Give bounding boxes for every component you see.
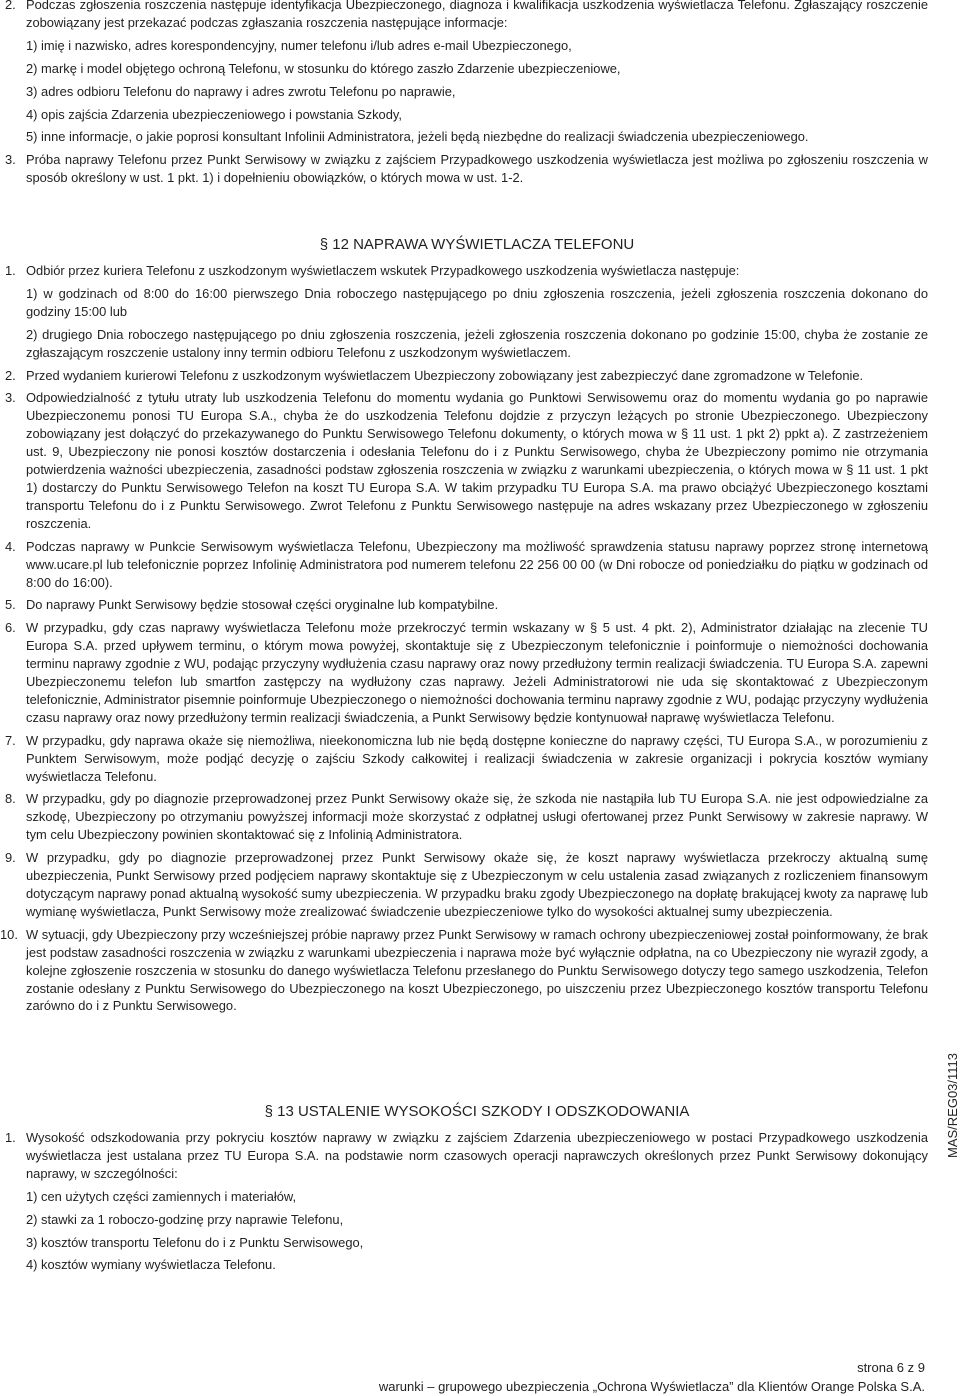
section-13 [0, 1103, 928, 1274]
section-heading: § 13 USTALENIE WYSOKOŚCI SZKODY I ODSZKODOWANIA [264, 1103, 690, 1120]
sub-item: 4) kosztów wymiany wyświetlacza Telefonu. [26, 1257, 276, 1273]
item-text: Odbiór przez kuriera Telefonu z uszkodzonym wyświetlaczem wskutek Przypadkowego uszkodzenia wyświetlacza następuje: [26, 263, 740, 278]
item-number: 7. [5, 732, 16, 748]
section-12 [0, 236, 928, 1015]
sub-item: 1) cen użytych części zamiennych i materiałów, [26, 1188, 297, 1204]
page-number: strona 6 z 9 [857, 1360, 925, 1375]
sub-item: 2) drugiego Dnia roboczego następującego po dniu zgłoszenia roszczenia, jeżeli zgłoszenia roszczenia dokonano po godzinie 15:00, chyba że zostanie ze zgłaszającym roszczenie ustalony inny termin odbioru Telefonu z uszkodzonym wyświetlaczem. [26, 326, 928, 360]
item-text: W przypadku, gdy po diagnozie przeprowadzonej przez Punkt Serwisowy okaże się, że szkoda nie nastąpiła lub TU Europa S.A. nie jest odpowiedzialne za szkodę, Ubezpieczony po otrzymaniu powyższej informacji może skorzystać z odpłatnej usługi ofertowanej przez Punkt Serwisowy w zakresie naprawy. W tym celu Ubezpieczony powinien skontaktować się z Infolinią Administratora. [26, 791, 928, 843]
item-text: W przypadku, gdy po diagnozie przeprowadzonej przez Punkt Serwisowy okaże się, że koszt naprawy wyświetlacza przekroczy aktualną sumę ubezpieczenia, Punkt Serwisowy przed podjęciem naprawy skontaktuje się z Ubezpieczonym w celu ustalenia zasad związanych z rozliczeniem finansowym dotyczącym naprawy ponad aktualną wysokość sumy ubezpieczenia. W przypadku braku zgody Ubezpieczonego na dopłatę brakującej kwoty za naprawę lub wymianę wyświetlacza, Punkt Serwisowy może zrealizować świadczenie ubezpieczeniowe tylko do wysokości aktualnej sumy ubezpieczenia. [26, 850, 928, 919]
item-text: Podczas zgłoszenia roszczenia następuje identyfikacja Ubezpieczonego, diagnoza i kwalifikacja uszkodzenia wyświetlacza Telefonu. Zgłaszający roszczenie zobowiązany jest przekazać podczas zgłaszania roszczenia następujące informacje: [26, 0, 928, 30]
item-text: Wysokość odszkodowania przy pokryciu kosztów naprawy w związku z zajściem Zdarzenia ubezpieczeniowego w postaci Przypadkowego uszkodzenia wyświetlacza jest ustalana przez TU Europa S.A. na podstawie norm czasowych operacji naprawczych określonych przez Punkt Serwisowy dokonujący naprawy, w szczególności: [26, 1130, 928, 1181]
list-item [0, 1129, 928, 1183]
item-number: 2. [5, 0, 16, 12]
footer-title: warunki – grupowego ubezpieczenia „Ochrona Wyświetlacza” dla Klientów Orange Polska S.A. [378, 1379, 925, 1394]
list-item [0, 367, 928, 385]
list-item [0, 596, 928, 614]
list-item [0, 262, 928, 280]
item-number: 9. [5, 850, 16, 866]
sub-item: 1) imię i nazwisko, adres korespondencyjny, numer telefonu i/lub adres e-mail Ubezpieczonego, [26, 37, 572, 53]
item-text: Do naprawy Punkt Serwisowy będzie stosował części oryginalne lub kompatybilne. [26, 597, 499, 613]
item-text: W sytuacji, gdy Ubezpieczony przy wcześniejszej próbie naprawy przez Punkt Serwisowy w ramach ochrony ubezpieczeniowej został poinformowany, że brak jest podstaw zasadności roszczenia w związku z warunkami ubezpieczenia i naprawa może być wyłącznie odpłatna, na co Ubezpieczony nie wyraził zgody, a kolejne zgłoszenie roszczenia w stosunku do danego wyświetlacza Telefonu przesłanego do Punktu Serwisowego dotyczy tego samego uszkodzenia, Telefon zostanie odesłany z Punktu Serwisowego do Ubezpieczonego na koszt Ubezpieczonego, po uiszczeniu przez Ubezpieczonego kosztów transportu Telefonu zarówno do i z Punktu Serwisowego. [26, 926, 928, 1014]
item-number: 8. [5, 791, 16, 807]
item-number: 1. [5, 1130, 16, 1145]
section-heading: § 12 NAPRAWA WYŚWIETLACZA TELEFONU [319, 236, 635, 253]
list-item [0, 619, 928, 726]
list-item [0, 849, 928, 921]
top-section [0, 0, 928, 187]
item-text: W przypadku, gdy czas naprawy wyświetlacza Telefonu może przekroczyć termin wskazany w § 5 ust. 4 pkt. 2), Administrator działając na zlecenie TU Europa S.A. przed upływem terminu, o którym mowa powyżej, skontaktuje się z Ubezpieczonym telefonicznie i poinformuje o niemożności dochowania terminu naprawy zgodnie z WU, podając przyczyny wydłużenia czasu naprawy oraz nowy przedłużony termin realizacji świadczenia. TU Europa S.A. zapewni Ubezpieczonemu telefon lub smartfon zastępczy na wydłużony czas naprawy. Jeżeli Administratorowi nie uda się skontaktować z Ubezpieczonym telefonicznie, Administrator pisemnie poinformuje Ubezpieczonego o niemożności dochowania terminu naprawy zgodnie z WU, podając przyczyny wydłużenia czasu naprawy oraz nowy przedłużony termin realizacji świadczenia, a Punkt Serwisowy będzie kontynuował naprawę wyświetlacza Telefonu. [26, 620, 928, 725]
item-text: W przypadku, gdy naprawa okaże się niemożliwa, nieekonomiczna lub nie będą dostępne konieczne do naprawy części, TU Europa S.A., w porozumieniu z Punktem Serwisowym, może podjąć decyzję o zajściu Szkody całkowitej i realizacji świadczenia w zakresie organizacji i pokrycia kosztów wymiany wyświetlacza Telefonu. [26, 732, 928, 784]
item-number: 3. [5, 152, 16, 168]
sub-item: 3) kosztów transportu Telefonu do i z Punktu Serwisowego, [26, 1234, 364, 1250]
list-item [0, 151, 928, 187]
item-text: Próba naprawy Telefonu przez Punkt Serwisowy w związku z zajściem Przypadkowego uszkodzenia wyświetlacza jest możliwa po zgłoszeniu roszczenia w sposób określony w ust. 1 pkt. 1) i dopełnieniu obowiązków, o których mowa w ust. 1-2. [26, 152, 928, 186]
sub-item: 2) stawki za 1 roboczo-godzinę przy naprawie Telefonu, [26, 1211, 344, 1227]
item-number: 3. [5, 390, 16, 406]
list-item [0, 0, 928, 32]
sub-item: 1) w godzinach od 8:00 do 16:00 pierwszego Dnia roboczego następującego po dniu zgłoszenia roszczenia, jeżeli zgłoszenia roszczenia dokonano do godziny 15:00 lub [26, 285, 928, 319]
item-number: 2. [5, 367, 16, 383]
sub-item: 3) adres odbioru Telefonu do naprawy i adres zwrotu Telefonu po naprawie, [26, 83, 456, 99]
sub-item: 5) inne informacje, o jakie poprosi konsultant Infolinii Administratora, jeżeli będą niezbędne do realizacji świadczenia ubezpieczeniowego. [26, 129, 809, 145]
list-item [0, 389, 928, 532]
list-item [0, 732, 928, 786]
list-item [0, 790, 928, 844]
item-number: 4. [5, 538, 16, 554]
list-item [0, 926, 928, 1016]
item-number: 1. [5, 263, 16, 278]
item-text: Podczas naprawy w Punkcie Serwisowym wyświetlacza Telefonu, Ubezpieczony ma możliwość sprawdzenia statusu naprawy poprzez stronę internetową www.ucare.pl lub telefonicznie poprzez Infolinię Administratora pod numerem telefonu 22 256 00 00 (w Dni robocze od poniedziałku do piątku w godzinach od 8:00 do 16:00). [26, 538, 928, 590]
document-code-text: MAS/REG03/1113 [945, 1052, 960, 1158]
item-number: 10. [0, 926, 18, 942]
item-number: 5. [5, 597, 16, 613]
sub-item: 4) opis zajścia Zdarzenia ubezpieczeniowego i powstania Szkody, [26, 106, 402, 122]
item-text: Odpowiedzialność z tytułu utraty lub uszkodzenia Telefonu do momentu wydania go Punktowi Serwisowemu oraz do momentu wydania go po naprawie Ubezpieczonemu ponosi TU Europa S.A., chyba że do uszkodzenia Telefonu dojdzie z przyczyn leżących po stronie Ubezpieczonego. Ubezpieczony zobowiązany jest dołączyć do przekazywanego do Punktu Serwisowego Telefonu dokumenty, o których mowa w § 11 ust. 1 pkt 2) ppkt a). Z zastrzeżeniem ust. 9, Ubezpieczony nie ponosi kosztów dostarczenia i odesłania Telefonu do i z Punktu Serwisowego, chyba że Ubezpieczony pomimo nie otrzymania potwierdzenia ważności ubezpieczenia, zasadności podstaw zgłoszenia roszczenia w związku z warunkami ubezpieczenia, o których mowa w § 11 ust. 1 pkt 1) dostarczy do Punktu Serwisowego Telefon na koszt TU Europa S.A. W takim przypadku TU Europa S.A. ma prawo obciążyć Ubezpieczonego kosztami transportu Telefonu do i z Punktu Serwisowego. Zwrot Telefonu z Punktu Serwisowego następuje na adres wskazany przez Ubezpieczonego w zgłoszeniu roszczenia. [26, 390, 928, 531]
item-number: 6. [5, 620, 16, 636]
sub-item: 2) markę i model objętego ochroną Telefonu, w stosunku do którego zaszło Zdarzenie ubezpieczeniowe, [26, 60, 621, 76]
item-text: Przed wydaniem kurierowi Telefonu z uszkodzonym wyświetlaczem Ubezpieczony zobowiązany jest zabezpieczyć dane zgromadzone w Telefonie. [26, 367, 864, 383]
list-item [0, 538, 928, 592]
